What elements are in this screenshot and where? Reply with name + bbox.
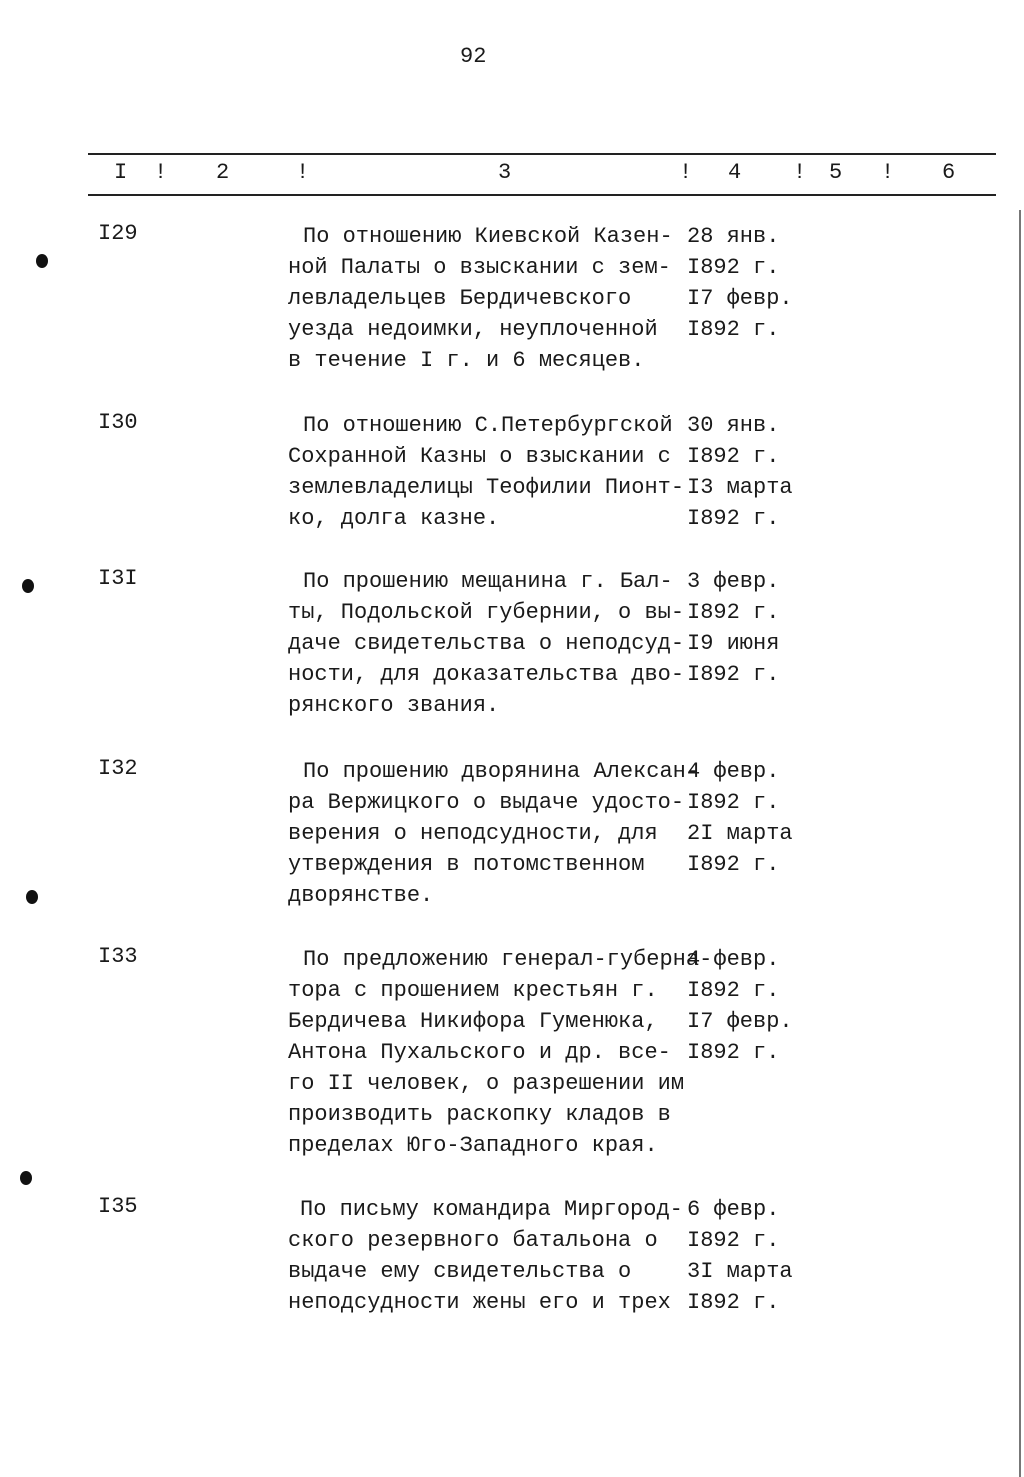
punch-hole <box>22 579 34 593</box>
entry-date-line: 2I марта <box>687 821 793 846</box>
entry-date-line: I892 г. <box>687 1228 780 1253</box>
entry-number: I3I <box>98 566 138 591</box>
punch-hole <box>36 254 48 268</box>
header-column-3: ! <box>296 160 310 185</box>
entry-number: I29 <box>98 221 138 246</box>
header-column-5: ! <box>679 160 693 185</box>
entry-date-line: I7 февр. <box>687 286 793 311</box>
entry-text-line: ной Палаты о взыскании с зем- <box>288 255 671 280</box>
entry-date-line: I892 г. <box>687 1290 780 1315</box>
header-column-10: 6 <box>942 160 956 185</box>
entry-text-line: По прошению мещанина г. Бал- <box>303 569 673 594</box>
entry-text-line: По предложению генерал-губерна- <box>303 947 713 972</box>
entry-date-line: 4 февр. <box>687 759 780 784</box>
entry-date-line: 3I марта <box>687 1259 793 1284</box>
entry-text-line: пределах Юго-Западного края. <box>288 1133 658 1158</box>
entry-text-line: верения о неподсудности, для <box>288 821 658 846</box>
entry-date-line: I892 г. <box>687 1040 780 1065</box>
entry-text-line: По прошению дворянина Алексан- <box>303 759 700 784</box>
entry-date-line: I7 февр. <box>687 1009 793 1034</box>
entry-text-line: левладельцев Бердичевского <box>288 286 632 311</box>
entry-text-line: уезда недоимки, неуплоченной <box>288 317 658 342</box>
entry-date-line: I892 г. <box>687 852 780 877</box>
entry-text-line: Бердичева Никифора Гуменюка, <box>288 1009 658 1034</box>
entry-date-line: 3 февр. <box>687 569 780 594</box>
entry-date-line: I3 марта <box>687 475 793 500</box>
entry-text-line: го II человек, о разрешении им <box>288 1071 685 1096</box>
entry-text-line: утверждения в потомственном <box>288 852 645 877</box>
entry-date-line: I892 г. <box>687 317 780 342</box>
punch-hole <box>20 1171 32 1185</box>
entry-text-line: По отношению Киевской Казен- <box>303 224 673 249</box>
header-column-4: 3 <box>498 160 512 185</box>
entry-date-line: I892 г. <box>687 662 780 687</box>
entry-date-line: 6 февр. <box>687 1197 780 1222</box>
punch-hole <box>26 890 38 904</box>
header-column-1: ! <box>154 160 168 185</box>
entry-text-line: землевладелицы Теофилии Пионт- <box>288 475 685 500</box>
entry-date-line: I9 июня <box>687 631 780 656</box>
entry-text-line: дворянстве. <box>288 883 434 908</box>
entry-text-line: По письму командира Миргород- <box>300 1197 683 1222</box>
entry-date-line: 4 февр. <box>687 947 780 972</box>
header-column-6: 4 <box>728 160 742 185</box>
entry-date-line: 28 янв. <box>687 224 780 249</box>
header-column-8: 5 <box>829 160 843 185</box>
entry-number: I35 <box>98 1194 138 1219</box>
entry-number: I33 <box>98 944 138 969</box>
entry-number: I32 <box>98 756 138 781</box>
page-number: 92 <box>460 44 487 69</box>
entry-date-line: I892 г. <box>687 790 780 815</box>
entry-date-line: I892 г. <box>687 255 780 280</box>
entry-text-line: По отношению С.Петербургской <box>303 413 673 438</box>
header-column-7: ! <box>793 160 807 185</box>
entry-text-line: рянского звания. <box>288 693 500 718</box>
header-column-9: ! <box>881 160 895 185</box>
entry-text-line: Сохранной Казны о взыскании с <box>288 444 671 469</box>
entry-number: I30 <box>98 410 138 435</box>
header-column-2: 2 <box>216 160 230 185</box>
entry-text-line: тора с прошением крестьян г. <box>288 978 658 1003</box>
entry-text-line: ности, для доказательства дво- <box>288 662 685 687</box>
entry-date-line: I892 г. <box>687 444 780 469</box>
entry-date-line: I892 г. <box>687 978 780 1003</box>
entry-date-line: I892 г. <box>687 600 780 625</box>
entry-text-line: ского резервного батальона о <box>288 1228 658 1253</box>
entry-date-line: I892 г. <box>687 506 780 531</box>
entry-date-line: 30 янв. <box>687 413 780 438</box>
header-top-rule <box>88 153 996 155</box>
scan-edge <box>1019 210 1021 1477</box>
entry-text-line: неподсудности жены его и трех <box>288 1290 671 1315</box>
entry-text-line: производить раскопку кладов в <box>288 1102 671 1127</box>
entry-text-line: даче свидетельства о неподсуд- <box>288 631 685 656</box>
entry-text-line: выдаче ему свидетельства о <box>288 1259 632 1284</box>
entry-text-line: ко, долга казне. <box>288 506 500 531</box>
entry-text-line: ра Вержицкого о выдаче удосто- <box>288 790 685 815</box>
header-column-0: I <box>114 160 128 185</box>
entry-text-line: Антона Пухальского и др. все- <box>288 1040 671 1065</box>
entry-text-line: в течение I г. и 6 месяцев. <box>288 348 645 373</box>
entry-text-line: ты, Подольской губернии, о вы- <box>288 600 685 625</box>
header-bottom-rule <box>88 194 996 196</box>
